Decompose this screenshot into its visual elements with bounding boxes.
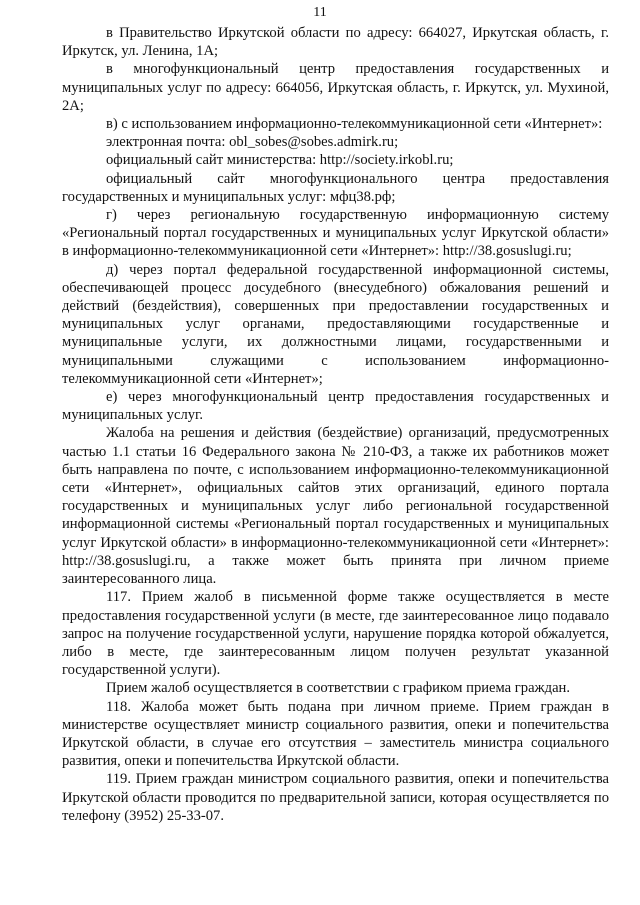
paragraph-federal-portal: д) через портал федеральной государственной информационной системы, обеспечивающей процесс досудебного (внесудебного) обжалования решений и действий (бездействия), совершенных при предоставлении государственных и муниципальных услуг органами, предоставляющими государственные и муниципальные услуги, их должностными лицами, государственными и муниципальными служащими с использованием информационно-телекоммуникационной сети «Интернет»;: [62, 261, 609, 387]
page-number: 11: [313, 5, 327, 20]
paragraph-ministry-site: официальный сайт министерства: http://society.irkobl.ru;: [106, 152, 454, 169]
paragraph-mfc-site: официальный сайт многофункционального центра предоставления государственных и муниципальных услуг: мфц38.рф;: [62, 170, 609, 205]
paragraph-schedule: Прием жалоб осуществляется в соответствии с графиком приема граждан.: [106, 680, 570, 697]
paragraph-regional-portal: г) через региональную государственную информационную систему «Региональный портал государственных и муниципальных услуг Иркутской области» в информационно-телекоммуникационной сети «Интернет»: http://38.gosuslugi.ru;: [62, 207, 609, 260]
paragraph-mfc-channel: е) через многофункциональный центр предоставления государственных и муниципальных услуг.: [62, 389, 609, 424]
document-body: [62, 24, 609, 825]
paragraph-internet-heading: в) с использованием информационно-телекоммуникационной сети «Интернет»:: [106, 116, 603, 133]
paragraph-organizations-complaint: Жалоба на решения и действия (бездействие) организаций, предусмотренных частью 1.1 статьи 16 Федерального закона № 210-ФЗ, а также их работников может быть направлена по почте, с использованием информационно-телекоммуникационной сети «Интернет», официальных сайтов этих организаций, единого портала государственных и муниципальных услуг либо региональной государственной информационной системы «Региональный портал государственных и муниципальных услуг Иркутской области» в информационно-телекоммуникационной сети «Интернет»: http://38.gosuslugi.ru, а также может быть принята при личном приеме заинтересованного лица.: [62, 425, 609, 588]
paragraph-119: 119. Прием граждан министром социального развития, опеки и попечительства Иркутской области проводится по предварительной записи, которая осуществляется по телефону (3952) 25-33-07.: [62, 771, 609, 824]
paragraph-email: электронная почта: obl_sobes@sobes.admirk.ru;: [106, 134, 399, 151]
paragraph-117: 117. Прием жалоб в письменной форме также осуществляется в месте предоставления государственной услуги (в месте, где заинтересованное лицо подавало запрос на получение государственной услуги, нарушение порядка которой обжалуется, либо в месте, где заинтересованным лицом получен результат указанной государственной услуги).: [62, 589, 609, 679]
paragraph-government-address: в Правительство Иркутской области по адресу: 664027, Иркутская область, г. Иркутск, ул. Ленина, 1А;: [62, 25, 609, 60]
paragraph-118: 118. Жалоба может быть подана при личном приеме. Прием граждан в министерстве осуществляет министр социального развития, опеки и попечительства Иркутской области, в случае его отсутствия – заместитель министра социального развития, опеки и попечительства Иркутской области.: [62, 698, 609, 770]
paragraph-mfc-address: в многофункциональный центр предоставления государственных и муниципальных услуг по адресу: 664056, Иркутская область, г. Иркутск, ул. Мухиной, 2А;: [62, 61, 609, 114]
